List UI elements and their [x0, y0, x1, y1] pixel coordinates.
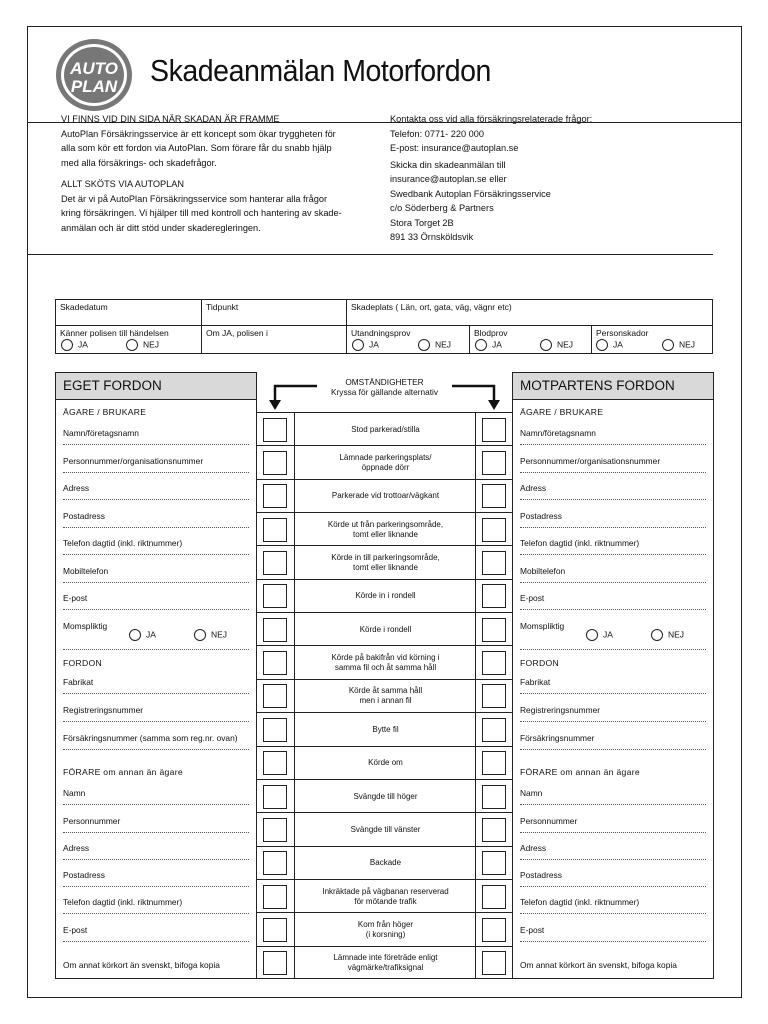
circumstance-row: [257, 512, 512, 545]
owner-field-line[interactable]: [520, 499, 706, 500]
forare-field-line[interactable]: [520, 886, 706, 887]
owner-field-line[interactable]: [520, 527, 706, 528]
circumstance-text: tomt eller liknande: [353, 563, 418, 573]
forare-field-line[interactable]: [63, 913, 249, 914]
circumstance-text: samma fil och åt samma håll: [334, 663, 437, 673]
send-heading: Skicka din skadeanmälan till: [390, 159, 506, 170]
left-checkbox[interactable]: [263, 718, 287, 742]
left-checkbox[interactable]: [263, 451, 287, 475]
circumstance-label: [309, 858, 462, 868]
circumstance-row: [257, 812, 512, 845]
ja-label: JA: [492, 339, 502, 350]
circumstance-text: för mötande trafik: [354, 896, 417, 906]
send-address: Swedbank Autoplan Försäkringsservice: [390, 188, 551, 199]
intro-text: AutoPlan Försäkringsservice är ett koncept som ökar tryggheten för: [61, 128, 336, 139]
circumstance-text: Körde i rondell: [359, 624, 412, 634]
moms-nej-radio[interactable]: [194, 629, 227, 641]
circumstance-row: [257, 712, 512, 745]
right-checkbox[interactable]: [482, 551, 506, 575]
owner-field-line[interactable]: [520, 554, 706, 555]
forare-field-label: Telefon dagtid (inkl. riktnummer): [520, 897, 640, 907]
owner-field-label: Postadress: [520, 511, 562, 521]
circumstance-text: Körde ut från parkeringsområde,: [327, 519, 444, 529]
intro-heading: VI FINNS VID DIN SIDA NÄR SKADAN ÄR FRAMME: [61, 114, 280, 124]
right-checkbox[interactable]: [482, 484, 506, 508]
fordon-field-line[interactable]: [520, 749, 706, 750]
tidpunkt-label: Tidpunkt: [206, 302, 239, 312]
owner-field-line[interactable]: [63, 444, 249, 445]
circumstance-text: Lämnade inte företräde enligt: [333, 953, 438, 963]
circumstance-label: [309, 425, 462, 435]
forare-field-line[interactable]: [520, 941, 706, 942]
tidpunkt-field[interactable]: [202, 299, 347, 326]
skadeplats-field[interactable]: [347, 299, 713, 326]
right-checkbox[interactable]: [482, 885, 506, 909]
right-checkbox[interactable]: [482, 918, 506, 942]
eget-fordon-column: [55, 372, 257, 979]
owner-field-line[interactable]: [63, 582, 249, 583]
contact-email: E-post: insurance@autoplan.se: [390, 143, 519, 153]
fordon-field-line[interactable]: [520, 693, 706, 694]
fordon-field-label: Fabrikat: [520, 677, 551, 687]
right-checkbox[interactable]: [482, 518, 506, 542]
left-checkbox[interactable]: [263, 551, 287, 575]
eget-fordon-heading: EGET FORDON: [56, 373, 256, 400]
owner-section-heading: ÄGARE / BRUKARE: [63, 407, 147, 417]
nej-label: NEJ: [143, 339, 160, 350]
forare-field-label: Postadress: [520, 870, 562, 880]
fordon-field-label: Registreringsnummer: [520, 705, 601, 715]
utandning-nej-radio[interactable]: [418, 339, 451, 351]
right-checkbox[interactable]: [482, 451, 506, 475]
send-address: insurance@autoplan.se eller: [390, 174, 507, 184]
blodprov-nej-radio[interactable]: [540, 339, 573, 351]
ja-label: JA: [369, 339, 379, 350]
fordon-field-label: Försäkringsnummer (samma som reg.nr. ovan): [63, 733, 238, 743]
forare-field-line[interactable]: [520, 913, 706, 914]
circumstance-text: Körde om: [368, 758, 403, 768]
circumstance-text: Inkräktade på vägbanan reserverad: [322, 886, 449, 896]
circumstance-label: [309, 520, 462, 540]
ja-label: JA: [603, 629, 613, 640]
circumstance-row: [257, 612, 512, 645]
left-checkbox[interactable]: [263, 885, 287, 909]
circumstance-row: [257, 679, 512, 712]
owner-field-label: Telefon dagtid (inkl. riktnummer): [63, 538, 183, 548]
left-checkbox[interactable]: [263, 484, 287, 508]
divider-line: [257, 978, 512, 979]
nej-label: NEJ: [435, 339, 452, 350]
forare-field-label: Telefon dagtid (inkl. riktnummer): [63, 897, 183, 907]
personskador-nej-radio[interactable]: [662, 339, 695, 351]
circumstance-row: [257, 946, 512, 979]
personskador-label: Personskador: [596, 328, 649, 338]
circumstance-label: [309, 825, 462, 835]
autoplan-logo: [54, 37, 134, 113]
omstandigheter-title: OMSTÄNDIGHETER: [345, 377, 424, 387]
contact-phone: Telefon: 0771- 220 000: [390, 128, 484, 139]
polisen-label: Känner polisen till händelsen: [60, 328, 169, 338]
divider-line: [294, 412, 295, 979]
circumstance-text: Backade: [369, 858, 402, 868]
left-checkbox[interactable]: [263, 918, 287, 942]
circumstance-text: Stod parkerad/stilla: [351, 424, 420, 434]
form-header: [28, 27, 741, 123]
forare-field-label: Adress: [520, 843, 547, 853]
intro-text: med alla försäkrings- och skadefrågor.: [61, 157, 217, 168]
forare-field-label: Postadress: [63, 870, 105, 880]
fordon-field-line[interactable]: [63, 749, 249, 750]
motpartens-fordon-column: [512, 372, 714, 979]
circumstance-row: [257, 579, 512, 612]
circumstance-text: Körde på bakifrån vid körning i: [331, 653, 440, 663]
moms-label: Momspliktig: [520, 621, 565, 631]
left-checkbox[interactable]: [263, 618, 287, 642]
circumstance-text: Svängde till höger: [353, 791, 418, 801]
moms-ja-radio[interactable]: [129, 629, 156, 641]
owner-field-label: Personnummer/organisationsnummer: [63, 456, 204, 466]
forare-field-label: Namn: [520, 788, 543, 798]
left-checkbox[interactable]: [263, 418, 287, 442]
right-checkbox[interactable]: [482, 618, 506, 642]
left-checkbox[interactable]: [263, 518, 287, 542]
circumstance-label: [309, 953, 462, 973]
forare-field-line[interactable]: [520, 804, 706, 805]
circumstance-label: [309, 887, 462, 907]
omstandigheter-column: [257, 372, 512, 979]
circumstance-label: [309, 792, 462, 802]
right-checkbox[interactable]: [482, 851, 506, 875]
omstandigheter-subtitle: Kryssa för gällande alternativ: [331, 387, 438, 397]
circumstance-row: [257, 746, 512, 779]
fordon-field-line[interactable]: [63, 721, 249, 722]
blodprov-label: Blodprov: [474, 328, 508, 338]
circumstance-row: [257, 912, 512, 945]
circumstance-row: [257, 545, 512, 578]
forare-field-line[interactable]: [63, 941, 249, 942]
skadedatum-field[interactable]: [55, 299, 202, 326]
left-checkbox[interactable]: [263, 818, 287, 842]
right-checkbox[interactable]: [482, 718, 506, 742]
owner-field-line[interactable]: [520, 582, 706, 583]
circumstance-label: [309, 453, 462, 473]
contact-heading: Kontakta oss vid alla försäkringsrelaterade frågor:: [390, 114, 593, 124]
circumstance-text: Bytte fil: [372, 724, 399, 734]
circumstance-text: Svängde till vänster: [350, 824, 421, 834]
right-checkbox[interactable]: [482, 751, 506, 775]
forare-field-line[interactable]: [63, 886, 249, 887]
circumstance-text: men i annan fil: [359, 696, 412, 706]
blodprov-ja-radio[interactable]: [475, 339, 502, 351]
circumstance-text: Körde åt samma håll: [348, 686, 423, 696]
owner-field-line[interactable]: [63, 527, 249, 528]
korkort-note: Om annat körkort än svenskt, bifoga kopia: [63, 960, 220, 970]
intro-text: Det är vi på AutoPlan Försäkringsservice som hanterar alla frågor: [61, 193, 328, 204]
circumstance-text: vägmärke/trafiksignal: [347, 963, 424, 973]
owner-field-label: Adress: [520, 483, 547, 493]
send-address: c/o Söderberg & Partners: [390, 203, 494, 213]
circumstance-label: [309, 686, 462, 706]
intro-left: [61, 112, 342, 235]
ja-label: JA: [613, 339, 623, 350]
right-checkbox[interactable]: [482, 651, 506, 675]
owner-field-line[interactable]: [520, 444, 706, 445]
moms-nej-radio[interactable]: [651, 629, 684, 641]
right-checkbox[interactable]: [482, 418, 506, 442]
owner-field-line[interactable]: [63, 554, 249, 555]
svg-text:PLAN: PLAN: [70, 77, 118, 96]
circumstance-row: [257, 645, 512, 678]
right-checkbox[interactable]: [482, 951, 506, 975]
circumstance-label: [309, 920, 462, 940]
right-checkbox[interactable]: [482, 684, 506, 708]
korkort-note: Om annat körkort än svenskt, bifoga kopia: [520, 960, 677, 970]
forare-field-label: Personnummer: [520, 816, 578, 826]
moms-line: [520, 649, 706, 650]
utandning-label: Utandningsprov: [351, 328, 411, 338]
circumstance-label: [309, 491, 462, 501]
owner-field-label: Namn/företagsnamn: [520, 428, 596, 438]
divider: [28, 254, 713, 255]
owner-field-label: Adress: [63, 483, 90, 493]
nej-label: NEJ: [557, 339, 574, 350]
forare-field-line[interactable]: [63, 832, 249, 833]
intro-text: kring försäkringen. Vi hjälper till med kontroll och hantering av skade-: [61, 208, 342, 218]
circumstance-text: öppnade dörr: [361, 463, 410, 473]
owner-field-line[interactable]: [520, 609, 706, 610]
divider-line: [475, 412, 476, 979]
fordon-field-label: Försäkringsnummer: [520, 733, 595, 743]
intro-text: anmälan och är ditt stöd under skaderegleringen.: [61, 222, 261, 233]
svg-text:AUTO: AUTO: [70, 59, 118, 78]
circumstance-row: [257, 445, 512, 478]
owner-field-label: Mobiltelefon: [63, 566, 109, 576]
ja-label: JA: [146, 629, 156, 640]
left-checkbox[interactable]: [263, 851, 287, 875]
intro-text: alla som kör ett fordon via AutoPlan. Som förare får du snabb hjälp: [61, 143, 332, 153]
polisen-nej-radio[interactable]: [126, 339, 159, 351]
forare-field-label: Adress: [63, 843, 90, 853]
circumstance-row: [257, 779, 512, 812]
left-checkbox[interactable]: [263, 651, 287, 675]
owner-field-label: E-post: [520, 593, 545, 603]
circumstance-text: Lämnade parkeringsplats/: [339, 453, 432, 463]
forare-field-label: Personnummer: [63, 816, 121, 826]
circumstance-label: [309, 553, 462, 573]
ja-label: JA: [78, 339, 88, 350]
owner-field-line[interactable]: [63, 609, 249, 610]
intro-right: [390, 112, 592, 245]
moms-ja-radio[interactable]: [586, 629, 613, 641]
send-address: Stora Torget 2B: [390, 217, 454, 228]
right-checkbox[interactable]: [482, 785, 506, 809]
circumstance-row: [257, 879, 512, 912]
circumstance-text: Kom från höger: [357, 919, 414, 929]
forare-field-label: E-post: [520, 925, 545, 935]
page-title: Skadeanmälan Motorfordon: [150, 53, 491, 88]
circumstance-text: Körde in till parkeringsområde,: [331, 553, 440, 563]
circumstance-row: [257, 846, 512, 879]
utandning-ja-radio[interactable]: [352, 339, 379, 351]
left-checkbox[interactable]: [263, 584, 287, 608]
forare-section-heading: FÖRARE om annan än ägare: [520, 767, 640, 777]
circumstance-label: [309, 725, 462, 735]
forare-field-line[interactable]: [63, 804, 249, 805]
left-checkbox[interactable]: [263, 684, 287, 708]
circumstance-label: [309, 591, 462, 601]
arrows-icon: [257, 372, 512, 412]
forare-field-label: Namn: [63, 788, 86, 798]
circumstance-row: [257, 412, 512, 445]
forare-field-label: E-post: [63, 925, 88, 935]
personskador-ja-radio[interactable]: [596, 339, 623, 351]
circumstance-text: tomt eller liknande: [353, 529, 418, 539]
fordon-section-heading: FORDON: [520, 658, 560, 668]
forare-field-line[interactable]: [520, 859, 706, 860]
fordon-field-line[interactable]: [63, 693, 249, 694]
left-checkbox[interactable]: [263, 785, 287, 809]
owner-field-label: Telefon dagtid (inkl. riktnummer): [520, 538, 640, 548]
owner-field-line[interactable]: [520, 472, 706, 473]
polisen-ja-radio[interactable]: [61, 339, 88, 351]
owner-field-label: Personnummer/organisationsnummer: [520, 456, 661, 466]
fordon-field-label: Registreringsnummer: [63, 705, 144, 715]
left-checkbox[interactable]: [263, 951, 287, 975]
polisen-i-label: Om JA, polisen i: [206, 328, 268, 338]
fordon-field-line[interactable]: [520, 721, 706, 722]
right-checkbox[interactable]: [482, 584, 506, 608]
forare-section-heading: FÖRARE om annan än ägare: [63, 767, 183, 777]
forare-field-line[interactable]: [520, 832, 706, 833]
intro-heading: ALLT SKÖTS VIA AUTOPLAN: [61, 179, 185, 189]
owner-field-line[interactable]: [63, 472, 249, 473]
owner-field-label: Postadress: [63, 511, 105, 521]
circumstance-text: Körde in i rondell: [355, 591, 416, 601]
left-checkbox[interactable]: [263, 751, 287, 775]
circumstance-label: [309, 653, 462, 673]
circumstance-text: Parkerade vid trottoar/vägkant: [331, 491, 440, 501]
fordon-field-label: Fabrikat: [63, 677, 94, 687]
owner-section-heading: ÄGARE / BRUKARE: [520, 407, 604, 417]
send-address: 891 33 Örnsköldsvik: [390, 232, 474, 242]
fordon-section-heading: FORDON: [63, 658, 103, 668]
nej-label: NEJ: [668, 629, 685, 640]
skadedatum-label: Skadedatum: [60, 302, 108, 312]
moms-line: [63, 649, 249, 650]
owner-field-label: Mobiltelefon: [520, 566, 566, 576]
circumstance-row: [257, 479, 512, 512]
nej-label: NEJ: [211, 629, 228, 640]
owner-field-line[interactable]: [63, 499, 249, 500]
nej-label: NEJ: [679, 339, 696, 350]
skadeplats-label: Skadeplats ( Län, ort, gata, väg, vägnr etc): [351, 302, 512, 312]
circumstance-text: (i korsning): [365, 929, 406, 939]
circumstance-label: [309, 625, 462, 635]
owner-field-label: E-post: [63, 593, 88, 603]
right-checkbox[interactable]: [482, 818, 506, 842]
polisen-i-field[interactable]: [202, 326, 347, 354]
forare-field-line[interactable]: [63, 859, 249, 860]
motpartens-fordon-heading: MOTPARTENS FORDON: [513, 373, 713, 400]
owner-field-label: Namn/företagsnamn: [63, 428, 139, 438]
moms-label: Momspliktig: [63, 621, 108, 631]
circumstance-label: [309, 758, 462, 768]
